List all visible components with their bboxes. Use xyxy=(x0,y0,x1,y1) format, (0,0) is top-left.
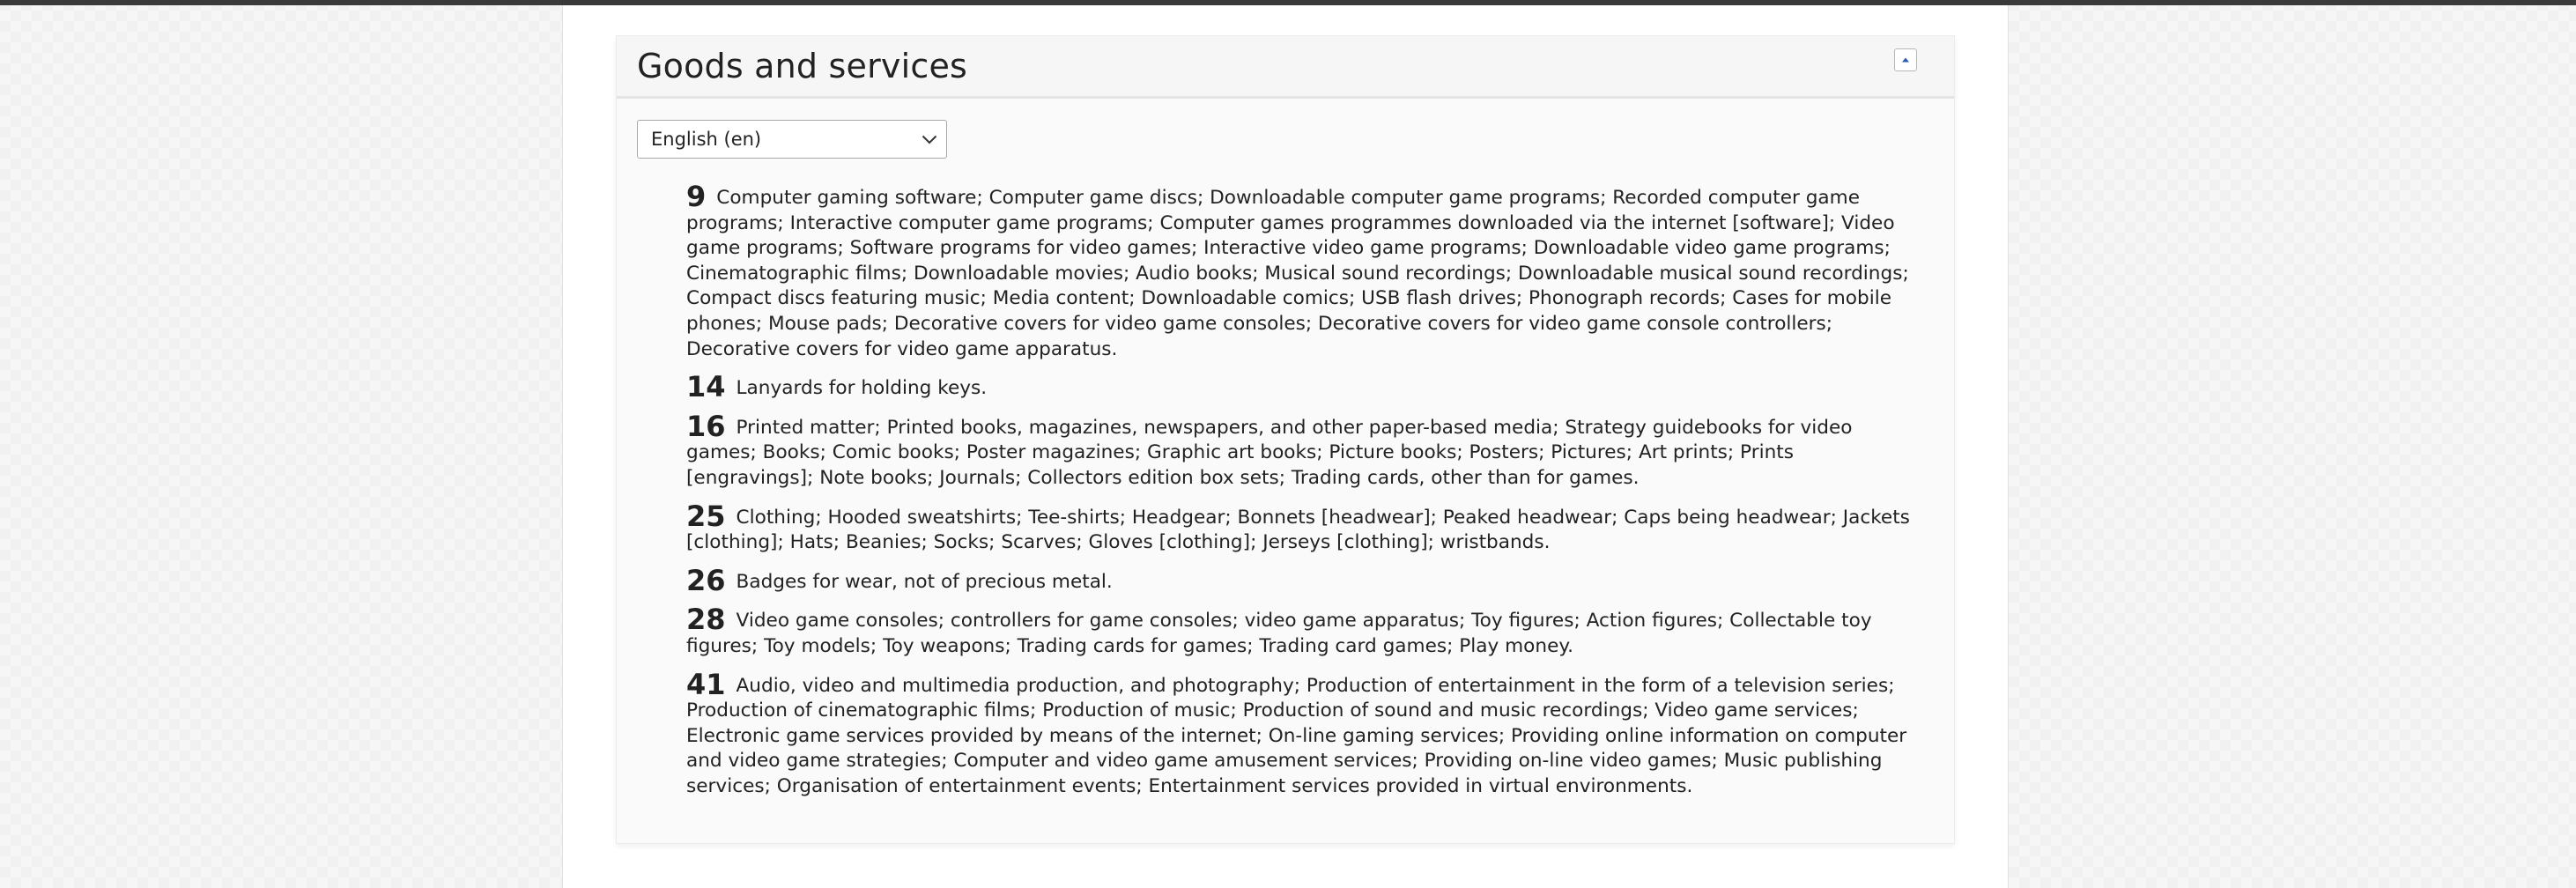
language-select[interactable] xyxy=(637,120,947,159)
panel-header xyxy=(617,36,1954,99)
class-number: 16 xyxy=(686,409,726,443)
class-description: Lanyards for holding keys. xyxy=(736,377,988,400)
class-number: 14 xyxy=(686,370,726,404)
collapse-button[interactable] xyxy=(1894,48,1917,71)
chevron-down-icon xyxy=(922,135,937,144)
chevron-up-icon xyxy=(1902,57,1909,63)
class-item xyxy=(686,563,1920,597)
language-select-value: English (en) xyxy=(651,129,762,150)
panel-title: Goods and services xyxy=(637,47,968,85)
class-description: Audio, video and multimedia production, and photography; Production of entertainment in the form of a television series; Production of cinematographic films; Production of music; Production of sound and music recordings; Video game services; Electronic game services provided by means of the internet; On-line gaming services; Providing online information on computer and video game strategies; Computer and video game amusement services; Providing on-line video games; Music publishing services; Organisation of entertainment events; Entertainment services provided in virtual environments. xyxy=(686,674,1907,797)
class-description: Video game consoles; controllers for game consoles; video game apparatus; Toy figures; Action figures; Collectable toy figures; Toy models; Toy weapons; Trading cards for games; Trading card games; Play money. xyxy=(686,610,1872,657)
class-description: Badges for wear, not of precious metal. xyxy=(736,570,1113,593)
class-item xyxy=(686,180,1920,362)
class-item xyxy=(686,499,1920,556)
page-container xyxy=(562,5,2009,888)
class-number: 25 xyxy=(686,499,726,533)
class-number: 26 xyxy=(686,563,726,597)
class-description: Computer gaming software; Computer game discs; Downloadable computer game programs; Recorded computer game programs; Interactive computer game programs; Computer games programmes downloaded via the internet [software]; Video game programs; Software programs for video games; Interactive video game programs; Downloadable video game programs; Cinematographic films; Downloadable movies; Audio books; Musical sound recordings; Downloadable musical sound recordings; Compact discs featuring music; Media content; Downloadable comics; USB flash drives; Phonograph records; Cases for mobile phones; Mouse pads; Decorative covers for video game consoles; Decorative covers for video game console controllers; Decorative covers for video game apparatus. xyxy=(686,187,1909,360)
class-item xyxy=(686,370,1920,404)
class-number: 28 xyxy=(686,603,726,637)
goods-and-services-panel xyxy=(616,35,1955,844)
class-description: Clothing; Hooded sweatshirts; Tee-shirts; Headgear; Bonnets [headwear]; Peaked headwear; Caps being headwear; Jackets [clothing]; Hats; Beanies; Socks; Scarves; Gloves [clothing]; Jerseys [clothing]; wristbands. xyxy=(686,506,1910,554)
class-list xyxy=(686,180,1920,811)
class-description: Printed matter; Printed books, magazines, newspapers, and other paper-based media; Strategy guidebooks for video games; Books; Comic books; Poster magazines; Graphic art books; Picture books; Posters; Pictures; Art prints; Prints [engravings]; Note books; Journals; Collectors edition box sets; Trading cards, other than for games. xyxy=(686,416,1853,489)
class-item xyxy=(686,667,1920,800)
class-item xyxy=(686,603,1920,659)
class-number: 41 xyxy=(686,667,726,701)
class-item xyxy=(686,409,1920,492)
class-number: 9 xyxy=(686,180,707,213)
